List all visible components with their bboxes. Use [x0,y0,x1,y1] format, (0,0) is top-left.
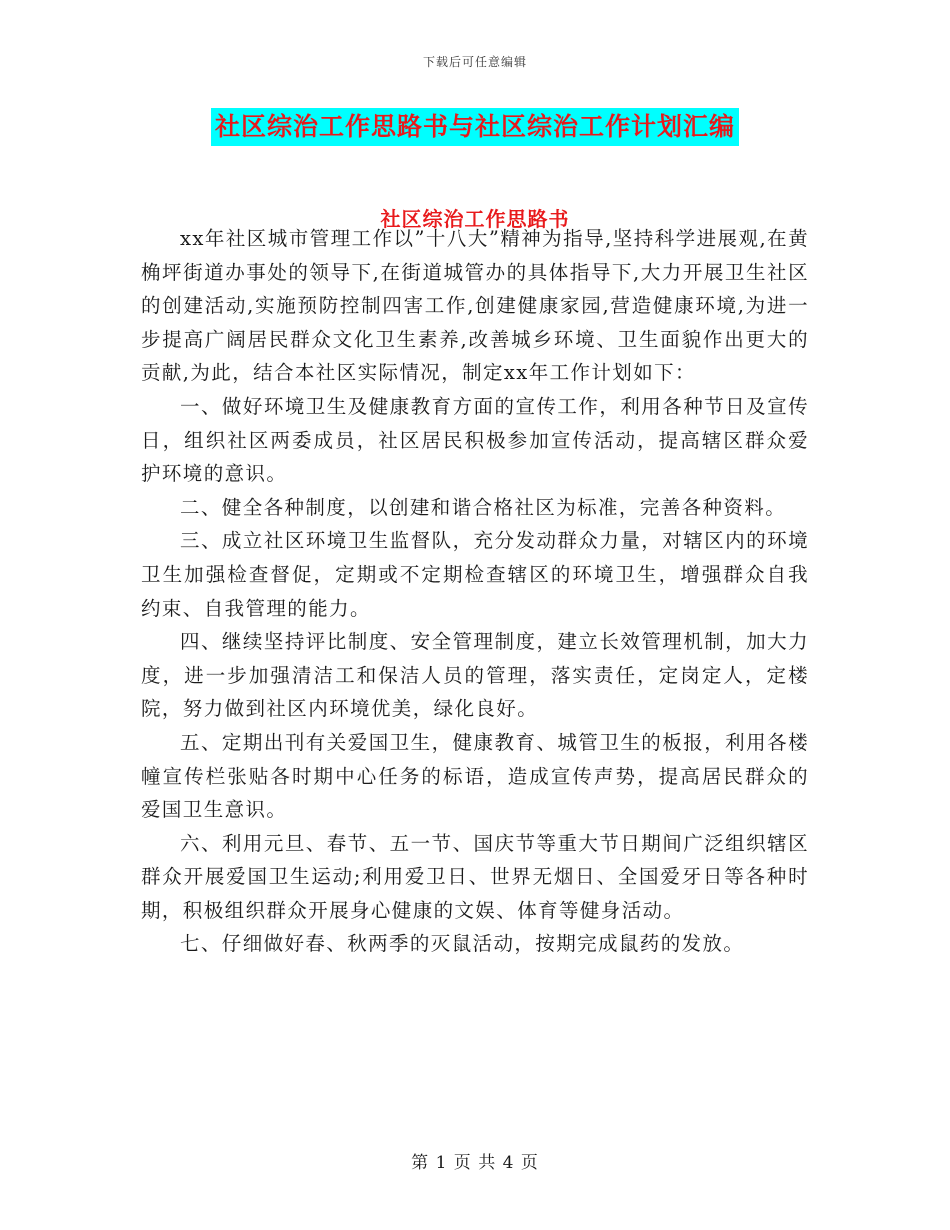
page-number-footer: 第 1 页 共 4 页 [411,1153,539,1173]
paragraph-item-4: 四、继续坚持评比制度、安全管理制度，建立长效管理机制，加大力度，进一步加强清洁工和保洁人员的管理，落实责任，定岗定人，定楼院，努力做到社区内环境优美，绿化良好。 [141,630,809,721]
paragraph-item-2: 二、健全各种制度，以创建和谐合格社区为标准，完善各种资料。 [180,495,787,519]
paragraph-item-5: 五、定期出刊有关爱国卫生，健康教育、城管卫生的板报，利用各楼幢宣传栏张贴各时期中心任务的标语，造成宣传声势，提高居民群众的爱国卫生意识。 [141,730,809,822]
paragraph-item-7: 七、仔细做好春、秋两季的灭鼠活动，按期完成鼠药的发放。 [180,932,745,956]
document-body [141,222,809,961]
document-title [0,108,950,146]
paragraph-item-6: 六、利用元旦、春节、五一节、国庆节等重大节日期间广泛组织辖区群众开展爱国卫生运动;利用爱卫日、世界无烟日、全国爱牙日等各种时期，积极组织群众开展身心健康的文娱、体育等健身活动。 [141,831,809,922]
section-title: 社区综治工作思路书 [380,207,570,231]
paragraph-item-3: 三、成立社区环境卫生监督队，充分发动群众力量，对辖区内的环境卫生加强检查督促，定期或不定期检查辖区的环境卫生，增强群众自我约束、自我管理的能力。 [141,529,809,620]
paragraph-intro: xx年社区城市管理工作以”十八大”精神为指导,坚持科学进展观,在黄桷坪街道办事处的领导下,在街道城管办的具体指导下,大力开展卫生社区的创建活动,实施预防控制四害工作,创建健康家园,营造健康环境,为进一步提高广阔居民群众文化卫生素养,改善城乡环境、卫生面貌作出更大的贡献,为此，结合本社区实际情况，制定xx年工作计划如下： [141,227,809,385]
document-title-text: 社区综治工作思路书与社区综治工作计划汇编 [211,108,739,146]
paragraph-item-1: 一、做好环境卫生及健康教育方面的宣传工作，利用各种节日及宣传日，组织社区两委成员，社区居民积极参加宣传活动，提高辖区群众爱护环境的意识。 [141,394,809,486]
page-header-note: 下载后可任意编辑 [422,55,527,69]
